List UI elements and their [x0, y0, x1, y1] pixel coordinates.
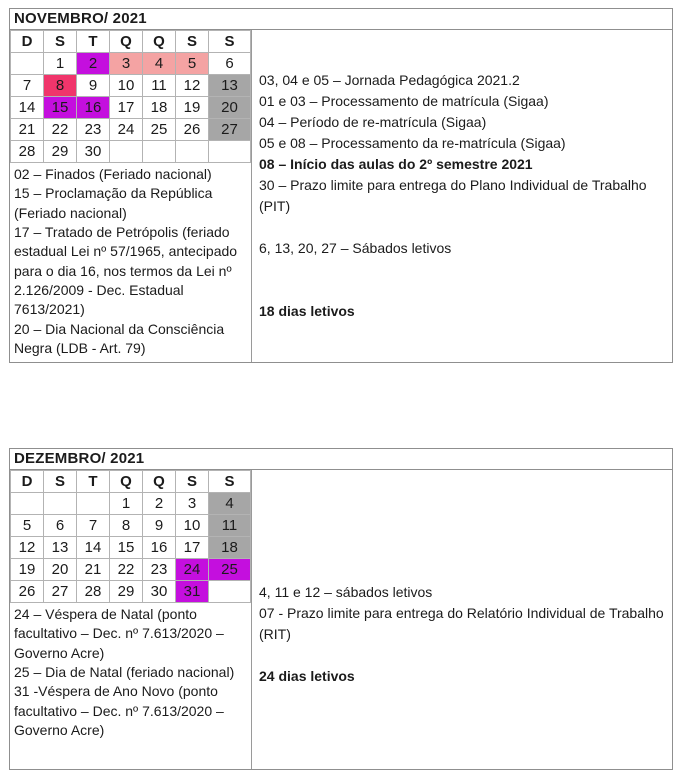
day-cell: 12	[11, 537, 44, 559]
day-cell: 23	[143, 559, 176, 581]
day-cell: 11	[143, 75, 176, 97]
day-cell: 18	[209, 537, 251, 559]
day-cell: 20	[44, 559, 77, 581]
day-cell: 13	[44, 537, 77, 559]
day-cell: 24	[110, 119, 143, 141]
weekday-header-cell: Q	[143, 31, 176, 53]
week-row	[11, 97, 251, 119]
weekday-header-cell: T	[77, 31, 110, 53]
day-cell: 1	[44, 53, 77, 75]
weekday-header-cell: Q	[110, 471, 143, 493]
day-cell: 15	[110, 537, 143, 559]
week-row	[11, 515, 251, 537]
day-cell: 30	[77, 141, 110, 163]
day-cell: 6	[44, 515, 77, 537]
day-cell: 1	[110, 493, 143, 515]
week-row	[11, 119, 251, 141]
day-cell: 14	[77, 537, 110, 559]
weekday-header-cell: D	[11, 471, 44, 493]
day-cell: 21	[77, 559, 110, 581]
holiday-note-line: 24 – Véspera de Natal (ponto facultativo – Dec. nº 7.613/2020 – Governo Acre)	[14, 606, 224, 661]
month-body	[10, 470, 672, 769]
empty-day-cell	[209, 141, 251, 163]
calendar-weekday-header	[11, 471, 251, 493]
week-row	[11, 141, 251, 163]
day-cell: 4	[143, 53, 176, 75]
month-title: NOVEMBRO/ 2021	[10, 9, 672, 30]
weekday-header-cell: S	[209, 471, 251, 493]
day-cell: 4	[209, 493, 251, 515]
weekday-header-cell: S	[44, 31, 77, 53]
holiday-note-line: 02 – Finados (Feriado nacional)	[14, 166, 212, 182]
day-cell: 13	[209, 75, 251, 97]
event-note-line: 01 e 03 – Processamento de matrícula (Sigaa)	[259, 93, 549, 110]
week-row	[11, 581, 251, 603]
empty-day-cell	[77, 493, 110, 515]
empty-day-cell	[143, 141, 176, 163]
holiday-notes	[10, 603, 251, 769]
calendar-grid	[10, 470, 251, 603]
day-cell: 2	[77, 53, 110, 75]
day-cell: 28	[77, 581, 110, 603]
day-cell: 20	[209, 97, 251, 119]
day-cell: 19	[176, 97, 209, 119]
day-cell: 23	[77, 119, 110, 141]
week-row	[11, 559, 251, 581]
calendar-column	[10, 470, 252, 769]
event-notes	[252, 470, 672, 769]
day-cell: 29	[110, 581, 143, 603]
day-cell: 8	[110, 515, 143, 537]
event-note-line: 6, 13, 20, 27 – Sábados letivos	[259, 240, 452, 257]
day-cell: 5	[11, 515, 44, 537]
day-cell: 14	[11, 97, 44, 119]
week-row	[11, 53, 251, 75]
day-cell: 10	[176, 515, 209, 537]
event-note-line: 04 – Período de re-matrícula (Sigaa)	[259, 114, 487, 131]
day-cell: 8	[44, 75, 77, 97]
weekday-header-cell: S	[176, 31, 209, 53]
day-cell: 25	[209, 559, 251, 581]
weekday-header-cell: S	[176, 471, 209, 493]
day-cell: 15	[44, 97, 77, 119]
day-cell: 7	[11, 75, 44, 97]
day-cell: 16	[143, 537, 176, 559]
month-body	[10, 30, 672, 362]
day-cell: 3	[110, 53, 143, 75]
calendar-weeks	[11, 53, 251, 163]
day-cell: 9	[143, 515, 176, 537]
week-row	[11, 537, 251, 559]
event-note-line: 07 - Prazo limite para entrega do Relatório Individual de Trabalho (RIT)	[259, 605, 664, 643]
holiday-note-line: 17 – Tratado de Petrópolis (feriado estadual Lei nº 57/1965, antecipado para o dia 16, nos termos da Lei nº 2.126/2009 - Dec. Estadual 7613/2021)	[14, 223, 238, 318]
holiday-note-line: 20 – Dia Nacional da Consciência Negra (LDB - Art. 79)	[14, 320, 225, 356]
event-note-line: 30 – Prazo limite para entrega do Plano Individual de Trabalho (PIT)	[259, 177, 647, 215]
day-cell: 29	[44, 141, 77, 163]
day-cell: 27	[209, 119, 251, 141]
empty-day-cell	[110, 141, 143, 163]
calendar-column	[10, 30, 252, 362]
day-cell: 10	[110, 75, 143, 97]
empty-day-cell	[11, 493, 44, 515]
day-cell: 25	[143, 119, 176, 141]
day-cell: 5	[176, 53, 209, 75]
day-cell: 2	[143, 493, 176, 515]
week-row	[11, 75, 251, 97]
holiday-note-line: 31 -Véspera de Ano Novo (ponto facultativo – Dec. nº 7.613/2020 – Governo Acre)	[14, 683, 224, 738]
weekday-header-cell: D	[11, 31, 44, 53]
weekday-header-row	[11, 471, 251, 493]
day-cell: 12	[176, 75, 209, 97]
day-cell: 6	[209, 53, 251, 75]
day-cell: 31	[176, 581, 209, 603]
empty-day-cell	[176, 141, 209, 163]
week-row	[11, 493, 251, 515]
weekday-header-cell: T	[77, 471, 110, 493]
day-cell: 26	[176, 119, 209, 141]
day-cell: 18	[143, 97, 176, 119]
calendar-grid	[10, 30, 251, 163]
day-cell: 9	[77, 75, 110, 97]
event-note-line: 18 dias letivos	[259, 303, 355, 320]
day-cell: 16	[77, 97, 110, 119]
event-note-line: 4, 11 e 12 – sábados letivos	[259, 584, 433, 601]
weekday-header-cell: S	[44, 471, 77, 493]
holiday-note-line: 25 – Dia de Natal (feriado nacional)	[14, 664, 235, 681]
day-cell: 27	[44, 581, 77, 603]
event-notes	[252, 30, 672, 362]
empty-day-cell	[209, 581, 251, 603]
day-cell: 17	[110, 97, 143, 119]
event-note-line: 05 e 08 – Processamento da re-matrícula (Sigaa)	[259, 135, 566, 152]
day-cell: 7	[77, 515, 110, 537]
day-cell: 21	[11, 119, 44, 141]
month-block-novembro	[9, 8, 673, 363]
day-cell: 30	[143, 581, 176, 603]
day-cell: 24	[176, 559, 209, 581]
calendar-weekday-header	[11, 31, 251, 53]
month-title: DEZEMBRO/ 2021	[10, 449, 672, 470]
holiday-note-line: 15 – Proclamação da República (Feriado nacional)	[14, 185, 213, 221]
weekday-header-cell: Q	[110, 31, 143, 53]
event-note-line: 08 – Início das aulas do 2º semestre 2021	[259, 156, 533, 173]
holiday-notes	[10, 163, 251, 362]
weekday-header-row	[11, 31, 251, 53]
day-cell: 17	[176, 537, 209, 559]
day-cell: 19	[11, 559, 44, 581]
day-cell: 3	[176, 493, 209, 515]
empty-day-cell	[11, 53, 44, 75]
day-cell: 22	[44, 119, 77, 141]
month-block-dezembro	[9, 448, 673, 770]
calendar-weeks	[11, 493, 251, 603]
weekday-header-cell: Q	[143, 471, 176, 493]
event-note-line: 03, 04 e 05 – Jornada Pedagógica 2021.2	[259, 72, 520, 89]
weekday-header-cell: S	[209, 31, 251, 53]
event-note-line: 24 dias letivos	[259, 668, 355, 685]
day-cell: 28	[11, 141, 44, 163]
day-cell: 26	[11, 581, 44, 603]
day-cell: 11	[209, 515, 251, 537]
day-cell: 22	[110, 559, 143, 581]
empty-day-cell	[44, 493, 77, 515]
